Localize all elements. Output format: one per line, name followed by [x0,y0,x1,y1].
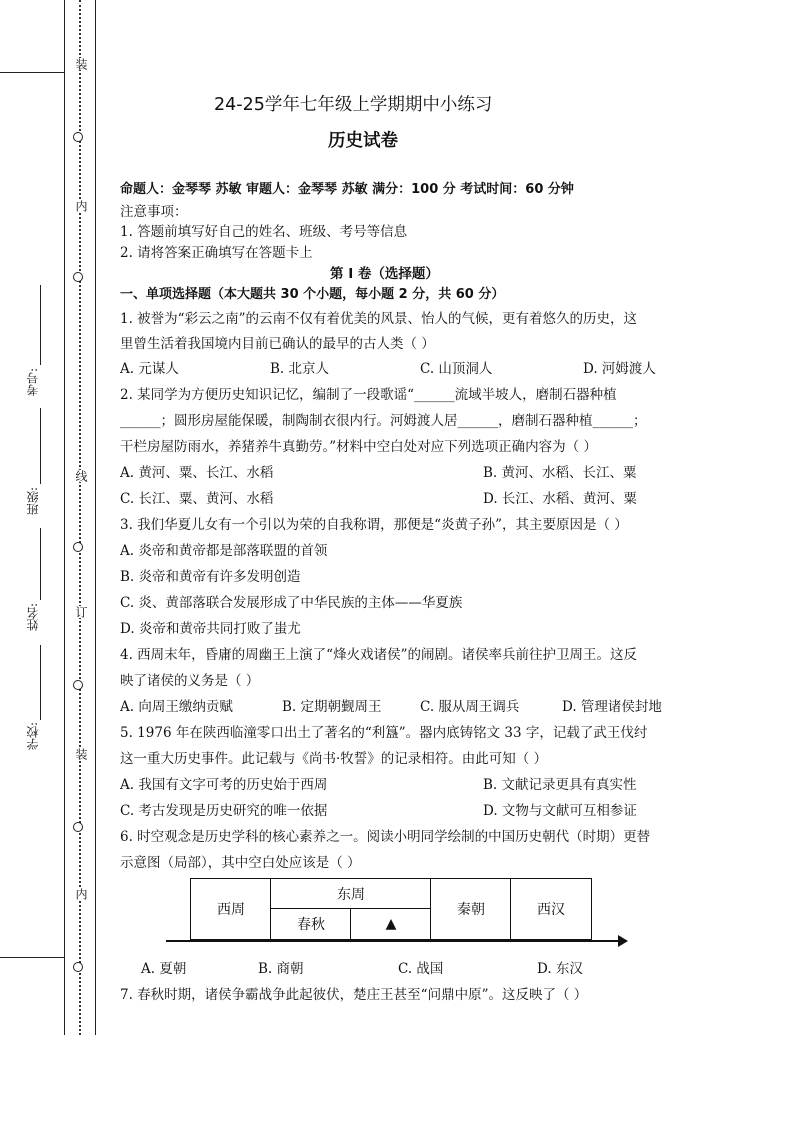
option-b[interactable]: B. 炎帝和黄帝有许多发明创造 [120,569,301,585]
question-stem: 1. 被誉为“彩云之南”的云南不仅有着优美的风景、怡人的气候，更有着悠久的历史，这 [120,311,637,327]
exam-number-label: 考号: [26,368,40,397]
timeline-eastern-zhou: 东周 [270,878,432,910]
binding-char: 订 [74,606,88,618]
binding-hole [73,272,83,282]
option-a[interactable]: A. 元谋人 [120,361,179,377]
option-d[interactable]: D. 炎帝和黄帝共同打败了蚩尤 [120,621,301,637]
subject-title: 历史试卷 [328,131,398,151]
option-a[interactable]: A. 向周王缴纳贡赋 [120,699,233,715]
timeline-western-han: 西汉 [510,878,592,940]
option-c[interactable]: C. 山顶洞人 [420,361,493,377]
dynasty-timeline [166,878,631,948]
note-item: 2. 请将答案正确填写在答题卡上 [120,245,313,261]
margin-rule-top [0,72,64,73]
binding-char: 装 [74,58,88,70]
option-b[interactable]: B. 北京人 [270,361,330,377]
option-a[interactable]: A. 黄河、粟、长江、水稻 [120,465,274,481]
exam-number-blank[interactable] [40,285,41,365]
binding-margin [0,0,96,1040]
option-c[interactable]: C. 长江、粟、黄河、水稻 [120,491,274,507]
option-d[interactable]: D. 东汉 [537,961,583,977]
margin-rule-bottom [0,957,64,958]
timeline-qin: 秦朝 [430,878,512,940]
class-label: 班级: [26,487,40,516]
binding-hole [73,680,83,690]
exam-title: 24-25学年七年级上学期期中小练习 [214,95,493,115]
exam-info: 命题人：金琴琴 苏敏 审题人：金琴琴 苏敏 满分：100 分 考试时间：60 分钟 [120,182,574,197]
option-c[interactable]: C. 服从周王调兵 [420,699,520,715]
name-label: 姓名: [26,603,40,632]
timeline-spring-autumn: 春秋 [270,908,352,940]
option-c[interactable]: C. 战国 [398,961,444,977]
question-stem: 3. 我们华夏儿女有一个引以为荣的自我称谓，那便是“炎黄子孙”，其主要原因是（ ） [120,517,628,533]
notes-title: 注意事项： [120,204,188,220]
school-blank[interactable] [40,645,41,720]
question-stem: 里曾生活着我国境内目前已确认的最早的古人类（ ） [120,336,435,352]
timeline-western-zhou: 西周 [190,878,272,940]
timeline-arrowhead [618,935,628,947]
margin-vertical-line [64,0,65,1035]
option-a[interactable]: A. 炎帝和黄帝都是部落联盟的首领 [120,543,328,559]
question-stem: 4. 西周末年，昏庸的周幽王上演了“烽火戏诸侯”的闹剧。诸侯率兵前往护卫周王。这反 [120,647,637,663]
option-a[interactable]: A. 夏朝 [141,961,187,977]
binding-hole [73,132,83,142]
class-blank[interactable] [40,408,41,484]
binding-hole [73,542,83,552]
option-c[interactable]: C. 考古发现是历史研究的唯一依据 [120,803,328,819]
timeline-blank-period: ▲ [350,908,432,940]
binding-hole [73,962,83,972]
question-stem: 映了诸侯的义务是（ ） [120,673,260,689]
option-d[interactable]: D. 长江、水稻、黄河、粟 [483,491,637,507]
timeline-axis [166,940,621,942]
binding-char: 线 [74,470,88,482]
question-stem: 5. 1976 年在陕西临潼零口出土了著名的“利簋”。器内底铸铭文 33 字，记载了武王伐纣 [120,725,648,741]
question-stem: ______；圆形房屋能保暖，制陶制衣很内行。河姆渡人居______，磨制石器种植______； [120,413,647,429]
volume-heading: 第 I 卷（选择题） [330,266,439,282]
option-b[interactable]: B. 黄河、水稻、长江、粟 [483,465,637,481]
binding-dotted-line [79,0,81,1035]
option-c[interactable]: C. 炎、黄部落联合发展形成了中华民族的主体——华夏族 [120,595,463,611]
binding-char: 内 [74,200,88,212]
note-item: 1. 答题前填写好自己的姓名、班级、考号等信息 [120,224,408,240]
margin-outer-line [95,0,96,1035]
binding-char: 内 [74,888,88,900]
question-stem: 这一重大历史事件。此记载与《尚书·牧誓》的记录相符。由此可知（ ） [120,751,548,767]
question-stem: 2. 某同学为方便历史知识记忆，编制了一段歌谣“______流域半坡人，磨制石器种植 [120,387,617,403]
question-stem: 6. 时空观念是历史学科的核心素养之一。阅读小明同学绘制的中国历史朝代（时期）更替 [120,829,651,845]
option-b[interactable]: B. 文献记录更具有真实性 [483,777,637,793]
option-a[interactable]: A. 我国有文字可考的历史始于西周 [120,777,328,793]
binding-hole [73,822,83,832]
question-stem: 示意图（局部），其中空白处应该是（ ） [120,855,361,871]
option-d[interactable]: D. 河姆渡人 [583,361,656,377]
option-d[interactable]: D. 管理诸侯封地 [562,699,662,715]
question-stem: 干栏房屋防雨水，养猪养牛真勤劳。”材料中空白处对应下列选项正确内容为（ ） [120,439,597,455]
binding-char: 装 [74,748,88,760]
option-b[interactable]: B. 定期朝觐周王 [282,699,382,715]
option-b[interactable]: B. 商朝 [258,961,304,977]
part-heading: 一、单项选择题（本大题共 30 个小题，每小题 2 分，共 60 分） [120,287,505,302]
school-label: 学校: [26,722,40,751]
option-d[interactable]: D. 文物与文献可互相参证 [483,803,637,819]
question-stem: 7. 春秋时期，诸侯争霸战争此起彼伏，楚庄王甚至“问鼎中原”。这反映了（ ） [120,987,588,1003]
name-blank[interactable] [40,528,41,600]
